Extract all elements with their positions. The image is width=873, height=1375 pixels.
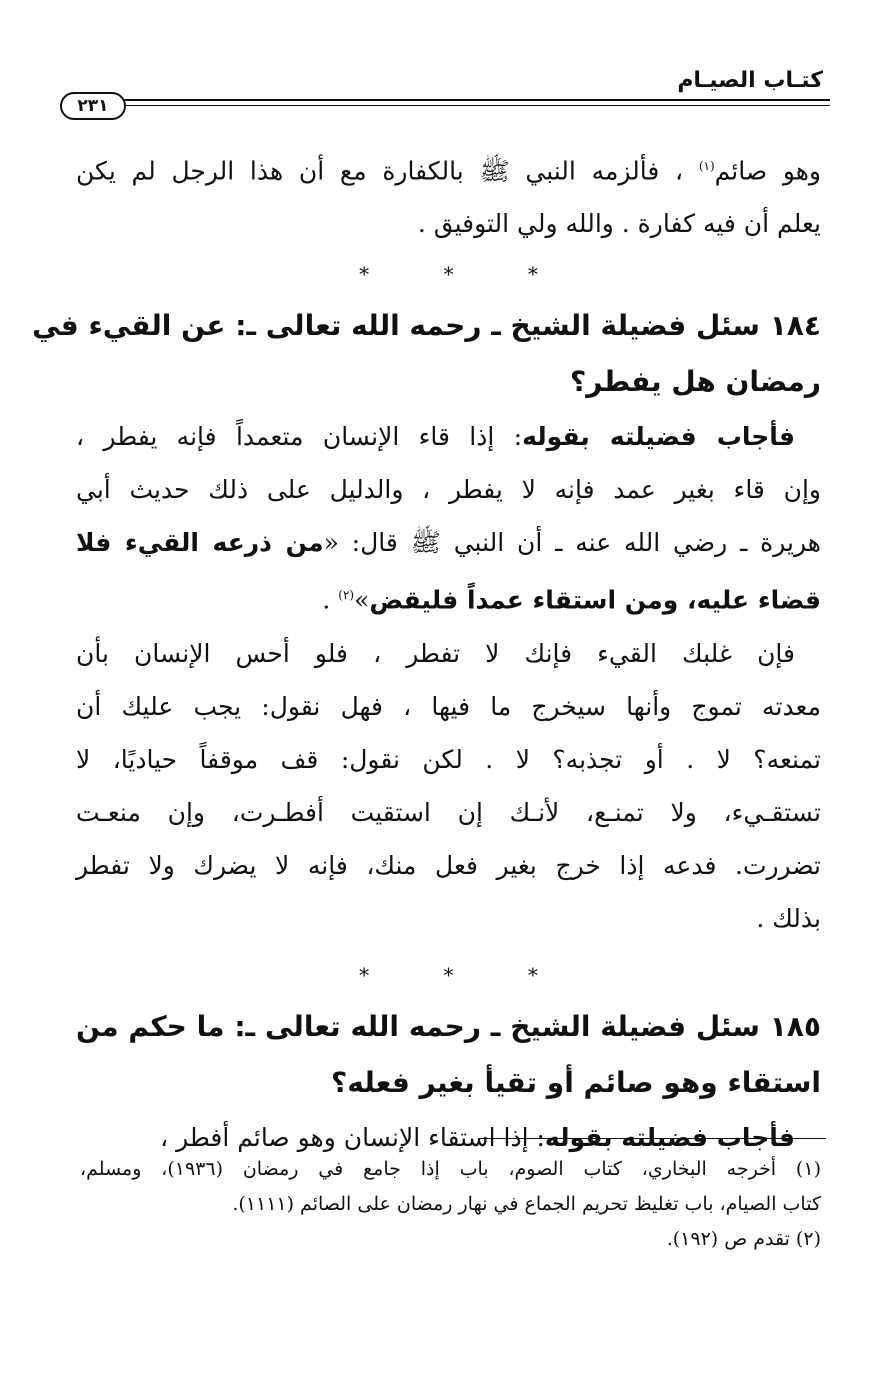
question-heading: ١٨٤ سئل فضيلة الشيخ ـ رحمه الله تعالى ـ: عن القيء في [32,309,821,343]
hadith-text: قضاء عليه، ومن استقاء عمداً فليقض [369,585,821,615]
question-heading: استقاء وهو صائم أو تقيأ بغير فعله؟ [330,1065,821,1099]
text-line: تمنعه؟ لا . أو تجذبه؟ لا . لكن نقول: قف موقفاً حياديًا، لا [76,744,821,774]
question-heading: ١٨٥ سئل فضيلة الشيخ ـ رحمه الله تعالى ـ: ما حكم من [76,1009,821,1043]
text-line: وإن قاء بغير عمد فإنه لا يفطر ، والدليل على ذلك حديث أبي [76,475,821,505]
hadith-text: من ذرعه القيء فلا [76,528,324,558]
section-separator: * * * [359,962,572,987]
text-line: تضررت. فدعه إذا خرج بغير فعل منك، فإنه لا يضرك ولا تفطر [76,850,821,880]
main-text [32,140,821,1164]
text-line: معدته تموج وأنها سيخرج ما فيها ، فهل نقول: يجب عليك أن [76,691,821,721]
answer-lead: فأجاب فضيلته بقوله [522,422,795,452]
question-heading: رمضان هل يفطر؟ [570,365,821,399]
header-rule-thick [120,99,830,101]
text-line: فأجاب فضيلته بقوله: إذا استقاء الإنسان وهو صائم أفطر ، [160,1122,795,1152]
footnote-separator [478,1138,826,1139]
footnote-line: (٢) تقدم ص (١٩٢). [666,1228,821,1250]
footnote-ref: (٢) [338,588,355,603]
footnote-line: (١) أخرجه البخاري، كتاب الصوم، باب إذا جامع في رمضان (١٩٣٦)، ومسلم، [80,1158,821,1180]
running-title: كتـاب الصيـام [677,68,823,93]
text-line: قضاء عليه، ومن استقاء عمداً فليقض»$^{(٢)}$ . [322,585,821,615]
text-line: فأجاب فضيلته بقوله: إذا قاء الإنسان متعمداً فإنه يفطر ، [76,422,795,452]
text-line: وهو صائم$^{(١)}$ ، فألزمه النبي ﷺ بالكفارة مع أن هذا الرجل لم يكن [76,156,821,186]
section-separator: * * * [359,262,572,287]
header-rule-thin [120,105,830,106]
text-line: فإن غلبك القيء فإنك لا تفطر ، فلو أحس الإنسان بأن [76,638,795,668]
text-line: هريرة ـ رضي الله عنه ـ أن النبي ﷺ قال: «من ذرعه القيء فلا [76,528,821,558]
page-number: ٢٣١ [60,92,126,120]
answer-lead: فأجاب فضيلته بقوله [544,1122,795,1152]
footnote-ref: (١) [698,159,715,173]
footnotes [80,1152,821,1257]
text-line: يعلم أن فيه كفارة . والله ولي التوفيق . [417,209,821,239]
header-rule [60,92,830,122]
footnote-line: كتاب الصيام، باب تغليظ تحريم الجماع في نهار رمضان على الصائم (١١١١). [232,1193,821,1215]
text-line: تستقـيء، ولا تمنـع، لأنـك إن استقيت أفطـرت، وإن منعـت [76,797,821,827]
text-line: بذلك . [756,903,821,933]
